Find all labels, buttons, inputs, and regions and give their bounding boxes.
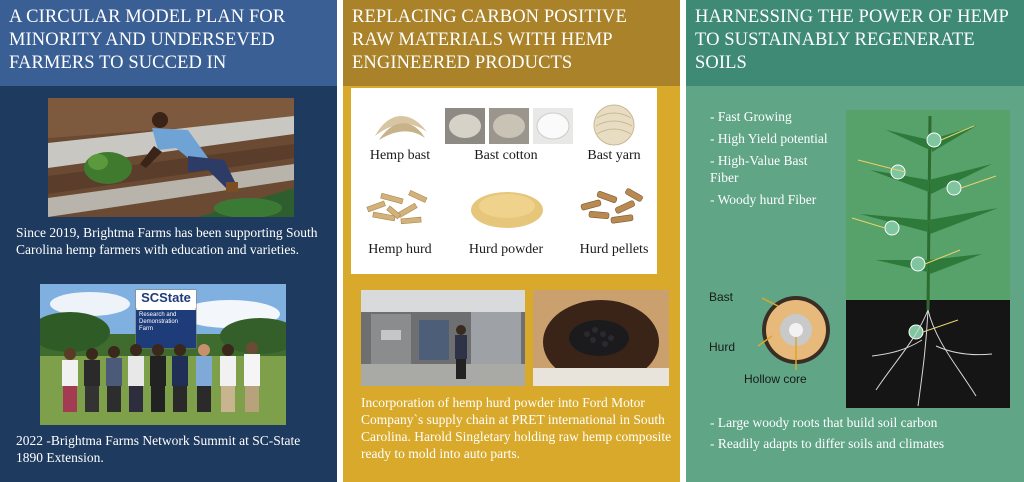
product-label: Hemp hurd [368,242,432,257]
bast-label: Bast [709,290,734,304]
product-label: Hurd powder [468,242,544,257]
hemp-benefits-list [710,108,835,213]
hemp-hurd-image [361,182,437,230]
hurd-pellets-image [575,182,649,230]
product-label: Hemp bast [369,148,431,163]
product-label: Bast cotton [474,148,538,163]
panel-regenerate-soils [686,0,1024,482]
hemp-plant-illustration [846,110,1010,408]
summit-group-photo [40,284,286,425]
product-grid [351,88,657,274]
root-benefits-list [710,414,1010,456]
hurd-label: Hurd [709,340,736,354]
factory-photo [361,290,525,386]
panel-circular-model [0,0,337,482]
panel-title: HARNESSING THE POWER OF HEMP TO SUSTAINABLY REGENERATE SOILS [686,0,1024,86]
hurd-powder-image [469,186,545,230]
product-label: Hurd pellets [579,242,649,257]
bast-yarn-image [591,102,637,148]
list-item: - Readily adapts to differ soils and climates [710,436,945,451]
panel-hemp-products [343,0,680,482]
scstate-sign-text: Research and Demonstration Farm [139,312,179,332]
brightma-caption: Since 2019, Brightma Farms has been supporting South Carolina hemp farmers with education and varieties. [16,225,318,257]
hemp-bast-image [371,106,431,146]
panel-title: A CIRCULAR MODEL PLAN FOR MINORITY AND UNDERSEVED FARMERS TO SUCCED IN [0,0,337,86]
hollow-core-label: Hollow core [744,372,807,386]
scstate-sign-title: SCState [141,290,191,305]
farmer-planting-photo [48,98,294,217]
list-item: - High Yield potential [710,131,828,146]
list-item: - Woody hurd Fiber [710,192,817,207]
hemp-composite-hand-photo [533,290,669,386]
list-item: - High-Value Bast Fiber [710,153,808,185]
product-label: Bast yarn [587,148,641,163]
panel-title: REPLACING CARBON POSITIVE RAW MATERIALS WITH HEMP ENGINEERED PRODUCTS [343,0,680,86]
list-item: - Fast Growing [710,109,792,124]
bast-cotton-image [445,106,573,146]
summit-caption: 2022 -Brightma Farms Network Summit at SC-State 1890 Extension. [16,433,301,465]
list-item: - Large woody roots that build soil carbon [710,415,938,430]
ford-supply-caption: Incorporation of hemp hurd powder into Ford Motor Company`s supply chain at PRET international in South Carolina. Harold Singletary holding raw hemp composite ready to mold into auto parts. [361,395,672,461]
